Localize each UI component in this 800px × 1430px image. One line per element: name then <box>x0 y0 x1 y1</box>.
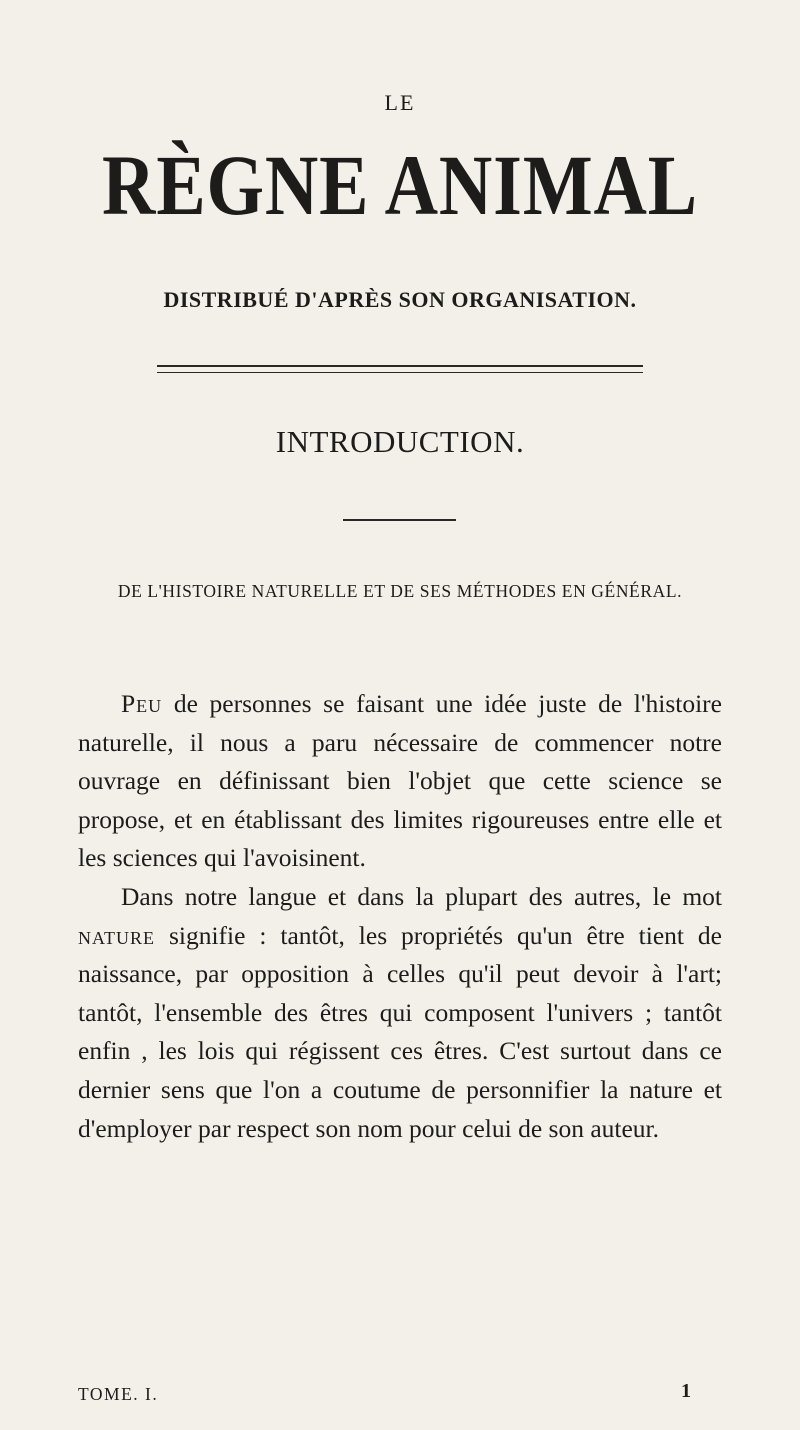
paragraph-2 <box>78 878 722 1148</box>
volume-footer: TOME. I. <box>78 1384 159 1404</box>
subtitle: DISTRIBUÉ D'APRÈS SON ORGANISATION. <box>163 287 637 312</box>
main-title: RÈGNE ANIMAL <box>102 137 698 233</box>
paragraph-2-keyword: nature <box>78 920 155 950</box>
paragraph-1-first-word: Peu <box>121 689 163 718</box>
paragraph-2-start: Dans notre langue et dans la plupart des autres, le mot <box>121 881 722 911</box>
signature-mark: 1 <box>681 1380 691 1402</box>
section-heading: DE L'HISTOIRE NATURELLE ET DE SES MÉTHODES EN GÉNÉRAL. <box>117 581 683 601</box>
body-text <box>78 685 722 1148</box>
paragraph-1 <box>78 685 722 878</box>
introduction-heading: INTRODUCTION. <box>275 424 525 459</box>
short-rule-divider <box>343 519 456 521</box>
double-rule-divider <box>157 365 643 373</box>
paragraph-2-text: signifie : tantôt, les propriétés qu'un être tient de naissance, par opposition à celles qu'il peut devoir à l'art; tantôt, l'ensemble des êtres qui composent l'univers ; tantôt enfin , les lois qui régissent ces êtres. C'est surtout dans ce dernier sens que l'on a coutume de personnifier la nature et d'employer par respect son nom pour celui de son auteur. <box>78 920 722 1143</box>
title-article: LE <box>384 90 416 115</box>
paragraph-1-text: de personnes se faisant une idée juste de l'histoire naturelle, il nous a paru nécessaire de commencer notre ouvrage en définissant bien l'objet que cette science se propose, et en établissant des limites rigoureuses entre elle et les sciences qui l'avoisinent. <box>78 689 722 873</box>
